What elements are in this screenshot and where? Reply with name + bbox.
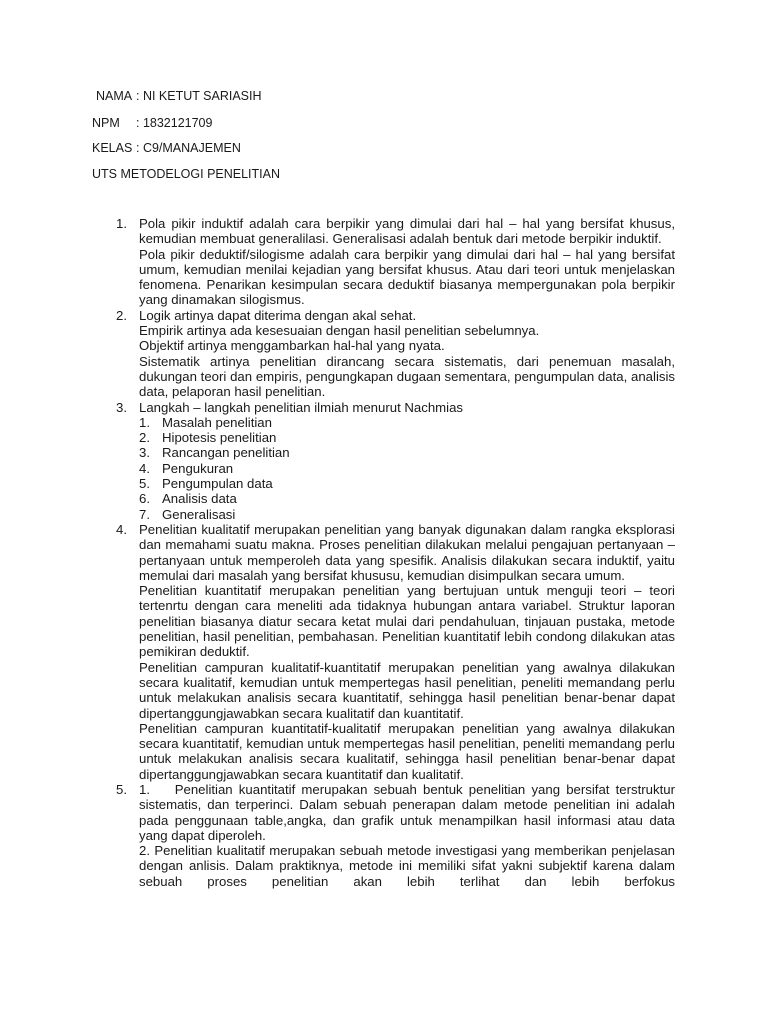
item-number: 3. — [116, 399, 127, 415]
document-title: UTS METODELOGI PENELITIAN — [92, 167, 281, 181]
sub-text: Generalisasi — [162, 506, 236, 522]
sub-list-item — [139, 415, 675, 430]
sub-number: 1. — [139, 414, 150, 430]
nama-value: : NI KETUT SARIASIH — [136, 89, 262, 103]
nama-row — [96, 88, 262, 104]
kelas-value: : C9/MANAJEMEN — [136, 141, 241, 155]
answer-item-4 — [116, 522, 675, 782]
sub-list-item — [139, 507, 675, 522]
sub-list-item — [139, 491, 675, 506]
paragraph: Penelitian kualitatif merupakan penelitian yang banyak digunakan dalam rangka eksplorasi dan memahami suatu makna. Proses penelitian dilakukan melalui pengajuan pertanyaan – pertanyaan untuk memperoleh data yang spesifik. Analisis dilakukan secara induktif, yaitu memulai dari masalah yang bersifat khususu, kemudian disimpulkan secara umum. — [139, 521, 675, 583]
paragraph: Penelitian campuran kuantitatif-kualitatif merupakan penelitian yang awalnya dilakukan secara kuantitatif, kemudian untuk mempertegas hasil penelitian, peneliti memandang perlu untuk melakukan analisis secara kualitatif, sehingga hasil penelitian benar-benar dapat dipertanggungjawabkan secara kuantitatif dan kualitatif. — [139, 720, 675, 782]
sub-list-item — [139, 461, 675, 476]
paragraph: 2. Penelitian kualitatif merupakan sebuah metode investigasi yang memberikan penjelasan dengan anlisis. Dalam praktiknya, metode ini memiliki sifat yakni subjektif karena dalam sebuah proses penelitian akan lebih terlihat dan lebih berfokus — [139, 843, 675, 889]
sub-text: Rancangan penelitian — [162, 445, 290, 461]
paragraph: Sistematik artinya penelitian dirancang secara sistematis, dari penemuan masalah, dukungan teori dan empiris, pengungkapan dugaan sementara, pengumpulan data, analisis data, pelaporan hasil penelitian. — [139, 353, 675, 400]
npm-value: : 1832121709 — [136, 116, 213, 130]
sub-list-item — [139, 476, 675, 491]
sub-number: 6. — [139, 491, 150, 507]
sub-list-item — [139, 430, 675, 445]
kelas-label: KELAS — [92, 141, 133, 155]
sub-number: 3. — [139, 445, 150, 461]
paragraph: Langkah – langkah penelitian ilmiah menurut Nachmias — [139, 399, 464, 415]
npm-label: NPM — [92, 116, 120, 130]
paragraph: Objektif artinya menggambarkan hal-hal yang nyata. — [139, 338, 445, 354]
paragraph: Pola pikir induktif adalah cara berpikir yang dimulai dari hal – hal yang bersifat khusus, kemudian membuat generalilasi. Generalisasi adalah bentuk dari metode berpikir induktif. — [139, 216, 675, 247]
sub-text: Analisis data — [162, 491, 237, 507]
sub-number: 2. — [139, 430, 150, 446]
answer-item-5 — [116, 782, 675, 889]
sub-number: 4. — [139, 460, 150, 476]
sub-text: Pengumpulan data — [162, 476, 273, 492]
item-number: 2. — [116, 307, 127, 323]
answer-item-1 — [116, 216, 675, 308]
item-number: 4. — [116, 521, 127, 537]
answer-item-3 — [116, 400, 675, 522]
paragraph: 1. Penelitian kuantitatif merupakan sebuah bentuk penelitian yang bersifat terstruktur sistematis, dan terperinci. Dalam sebuah penerapan dalam metode penelitian ini adalah pada penggunaan table,angka, dan grafik untuk menampilkan hasil informasi atau data yang dapat diperoleh. — [139, 781, 675, 843]
answer-item-2 — [116, 308, 675, 400]
item-number: 5. — [116, 781, 127, 797]
nama-label: NAMA — [96, 89, 133, 103]
paragraph: Pola pikir deduktif/silogisme adalah cara berpikir yang dimulai dari hal – hal yang bersifat umum, kemudian menilai kejadian yang bersifat khusus. Atau dari teori untuk menjelaskan fenomena. Penarikan kesimpulan secara deduktif biasanya mempergunakan pola berpikir yang dinamakan silogismus. — [139, 246, 675, 308]
sub-number: 5. — [139, 476, 150, 492]
sub-text: Masalah penelitian — [162, 414, 272, 430]
answer-list — [116, 216, 675, 889]
sub-text: Pengukuran — [162, 460, 234, 476]
sub-number: 7. — [139, 506, 150, 522]
paragraph: Empirik artinya ada kesesuaian dengan hasil penelitian sebelumnya. — [139, 323, 540, 339]
kelas-row — [92, 140, 241, 156]
npm-row — [92, 115, 213, 131]
sub-text: Hipotesis penelitian — [162, 430, 277, 446]
sub-list-item — [139, 445, 675, 460]
paragraph: Logik artinya dapat diterima dengan akal sehat. — [139, 307, 417, 323]
paragraph: Penelitian kuantitatif merupakan penelitian yang bertujuan untuk menguji teori – teori tertenrtu dengan cara meneliti ada tidaknya hubungan antara variabel. Struktur laporan penelitian biasanya diatur secara ketat mulai dari pendahuluan, tinjauan pustaka, metode penelitian, hasil penelitian, pembahasan. Penelitian kuantitatif lebih condong dilakukan atas pemikiran deduktif. — [139, 583, 675, 660]
paragraph: Penelitian campuran kualitatif-kuantitatif merupakan penelitian yang awalnya dilakukan secara kualitatif, kemudian untuk mempertegas hasil penelitian, peneliti memandang perlu untuk melakukan analisis secara kuantitatif, sehingga hasil penelitian benar-benar dapat dipertanggungjawabkan secara kualitatif dan kuantitatif. — [139, 659, 675, 721]
item-number: 1. — [116, 216, 127, 231]
